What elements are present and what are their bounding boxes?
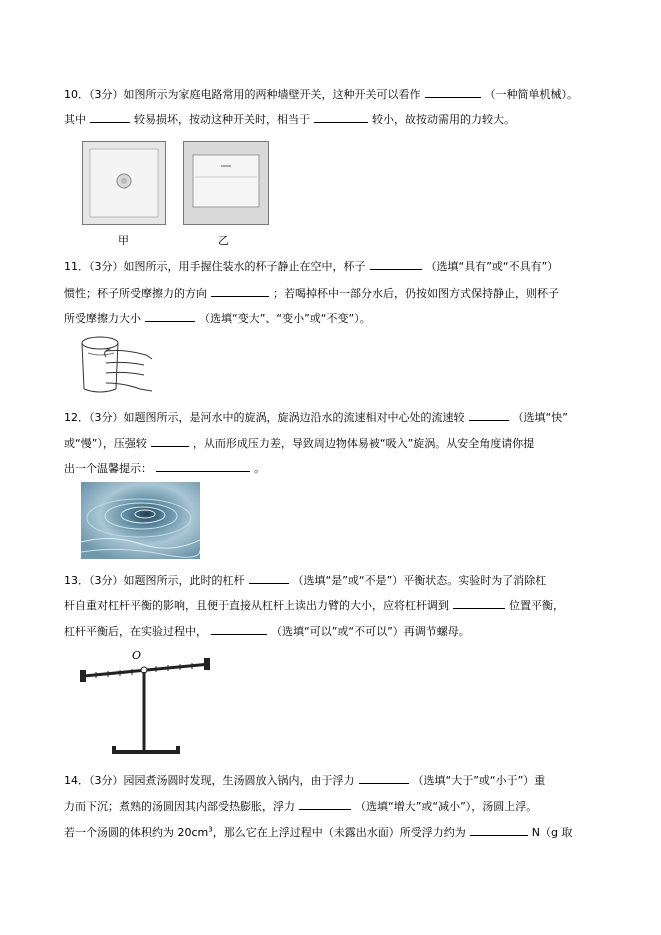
q10-blank-3[interactable] (314, 111, 368, 123)
q11-line1 (64, 258, 558, 274)
pivot-label-o: O (132, 649, 142, 662)
q14-text: 若一个汤圆的体积约为 20cm (64, 826, 209, 839)
q12-blank-3[interactable] (156, 460, 250, 472)
q10-text: 较易损坏，按动这种开关时，相当于 (134, 113, 310, 126)
lever-stand-image (76, 642, 216, 762)
figure-caption-jia: 甲 (118, 234, 129, 247)
q11-text: 11．（3分）如图所示，用手握住装水的杯子静止在空中，杯子 (64, 260, 366, 273)
q14-line2 (64, 798, 537, 814)
switch-image-yi (183, 141, 269, 225)
q13-text: 位置平衡， (509, 599, 564, 612)
q12-line2 (64, 435, 534, 451)
q11-text: ；若喝掉杯中一部分水后，仍按如图方式保持静止，则杯子 (273, 287, 559, 300)
q10-blank-2[interactable] (90, 111, 130, 123)
q11-blank-1[interactable] (370, 258, 422, 270)
q11-line3 (64, 310, 371, 326)
q12-text: （选填“快” (512, 411, 568, 424)
q13-text: 杆自重对杠杆平衡的影响，且便于直接从杠杆上读出力臂的大小，应将杠杆调到 (64, 599, 449, 612)
q10-text: 10．（3分）如图所示为家庭电路常用的两种墙壁开关，这种开关可以看作 (64, 88, 421, 101)
q10-blank-1[interactable] (425, 86, 481, 98)
q14-text: ，那么它在上浮过程中（未露出水面）所受浮力约为 (212, 826, 466, 839)
q12-text: 或“慢”），压强较 (64, 437, 147, 450)
switch-image-jia (82, 141, 166, 225)
q14-text: N（g 取 (531, 826, 573, 839)
q14-text: （选填“增大”或“减小”），汤圆上浮。 (355, 800, 538, 813)
q13-blank-3[interactable] (211, 623, 267, 635)
q12-line3 (64, 460, 265, 476)
q11-blank-2[interactable] (211, 285, 269, 297)
q14-blank-3[interactable] (470, 824, 528, 836)
q14-blank-1[interactable] (359, 772, 409, 784)
q12-text: 。 (254, 462, 265, 475)
q13-text: 杠杆平衡后，在实验过程中， (64, 625, 207, 638)
q13-line2 (64, 597, 564, 613)
q13-blank-2[interactable] (453, 597, 505, 609)
q13-line1 (64, 572, 546, 588)
q14-text: （选填“大于”或“小于”）重 (412, 774, 546, 787)
q11-text: 所受摩擦力大小 (64, 312, 141, 325)
q12-blank-2[interactable] (151, 435, 189, 447)
q11-blank-3[interactable] (145, 310, 195, 322)
q12-line1 (64, 409, 568, 425)
q10-line2 (64, 111, 515, 127)
q10-text: 较小，故按动需用的力较大。 (372, 113, 515, 126)
q13-line3 (64, 623, 470, 639)
q13-text: （选填“是”或“不是”）平衡状态。实验时为了消除杠 (292, 574, 547, 587)
q11-text: （选填“变大”、“变小”或“不变”）。 (199, 312, 371, 325)
q12-text: 12．（3分）如题图所示，是河水中的旋涡，旋涡边沿水的流速相对中心处的流速较 (64, 411, 465, 424)
q14-blank-2[interactable] (299, 798, 351, 810)
q12-text: ，从而形成压力差，导致周边物体易被“吸入”旋涡。从安全角度请你提 (192, 437, 535, 450)
q14-text: 14．（3分）园园煮汤圆时发现，生汤圆放入锅内，由于浮力 (64, 774, 355, 787)
q11-text: （选填“具有”或“不具有”） (425, 260, 559, 273)
q14-line1 (64, 772, 545, 788)
q13-text: 13．（3分）如题图所示，此时的杠杆 (64, 574, 245, 587)
q11-line2 (64, 285, 559, 301)
q13-text: （选填“可以”或“不可以”）再调节螺母。 (271, 625, 470, 638)
q10-text: （一种简单机械）。 (484, 88, 578, 101)
q11-text: 惯性；杯子所受摩擦力的方向 (64, 287, 207, 300)
q14-superscript: 3 (208, 825, 213, 834)
q14-line3 (64, 824, 572, 840)
q13-blank-1[interactable] (249, 572, 289, 584)
q10-line1 (64, 86, 578, 102)
q14-text: 力而下沉；煮熟的汤圆因其内部受热膨胀，浮力 (64, 800, 295, 813)
whirlpool-image (81, 482, 200, 559)
hand-holding-cup-image (76, 333, 154, 397)
figure-caption-yi: 乙 (218, 234, 229, 247)
q12-text: 出一个温馨提示： (64, 462, 152, 475)
q12-blank-1[interactable] (469, 409, 509, 421)
q10-text: 其中 (64, 113, 86, 126)
